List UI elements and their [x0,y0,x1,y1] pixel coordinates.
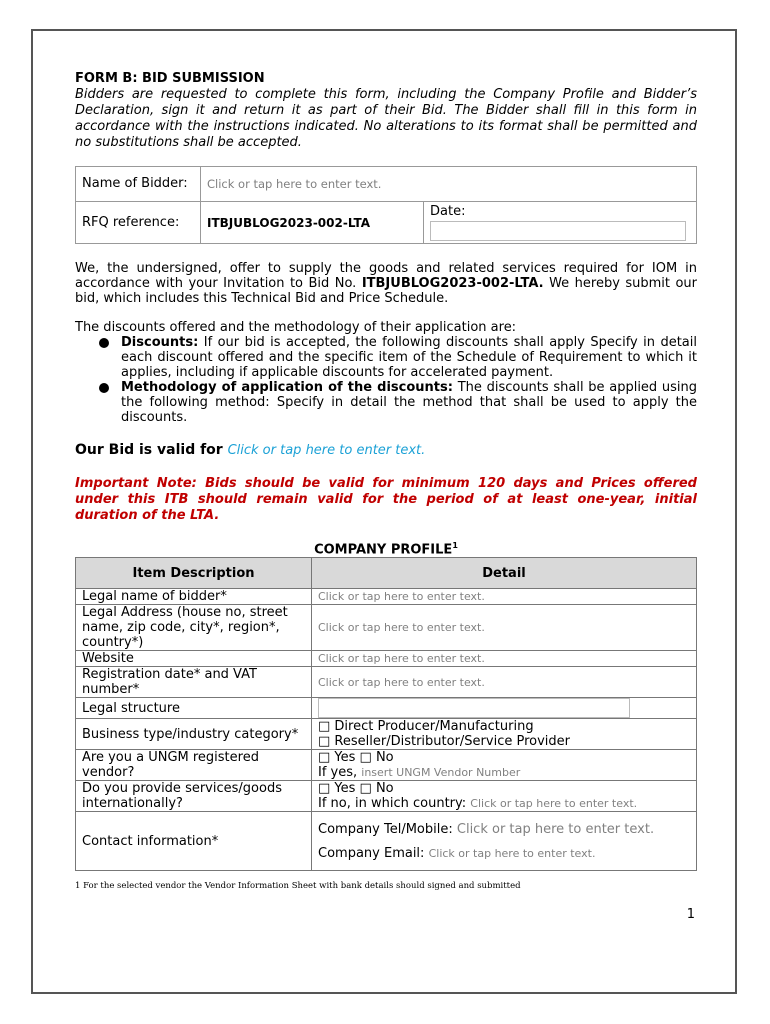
date-label: Date: [430,204,466,219]
bullet-icon [99,338,109,348]
legal-structure-cell [312,698,697,719]
document-page [31,29,737,994]
table-row: Do you provide services/goods internationally? □ Yes □ No If no, in which country: Click or tap here to enter text. [76,781,697,812]
rfq-value: ITBJUBLOG2023-002-LTA [201,202,424,244]
legal-name-field[interactable]: Click or tap here to enter text. [312,589,697,605]
contact-cell: Company Tel/Mobile: Click or tap here to enter text. Company Email: Click or tap here to enter text. [312,812,697,871]
website-field[interactable]: Click or tap here to enter text. [312,651,697,667]
legal-address-field[interactable]: Click or tap here to enter text. [312,605,697,651]
company-profile-title: COMPANY PROFILE$^1$ [314,541,458,558]
business-type-cell [312,719,697,750]
international-cell: □ Yes □ No If no, in which country: Click or tap here to enter text. [312,781,697,812]
company-profile-table [75,557,697,871]
table-row: Contact information* Company Tel/Mobile: Click or tap here to enter text. Company Email: Click or tap here to enter text. [76,812,697,871]
bidder-name-field[interactable]: Click or tap here to enter text. [201,167,697,202]
rfq-label: RFQ reference: [76,202,201,244]
tel-field[interactable]: Click or tap here to enter text. [456,821,655,837]
discounts-intro: The discounts offered and the methodology of their application are: [75,320,517,335]
important-note: Important Note: Bids should be valid for minimum 120 days and Prices offered under this ITB should remain valid for the period of at least one-year, initial duration of the LTA. [75,476,697,523]
legal-structure-dropdown[interactable] [318,698,630,718]
ungm-cell: □ Yes □ No If yes, insert UNGM Vendor Number [312,750,697,781]
table-row: Legal structure [76,698,697,719]
bullet-icon [99,383,109,393]
date-cell [424,202,697,244]
header-item-description: Item Description [76,558,312,589]
page-content [75,71,697,891]
bidder-table [75,166,697,244]
validity-field[interactable]: Click or tap here to enter text. [227,443,426,458]
page-number: 1 [686,907,695,922]
table-row: Website Click or tap here to enter text. [76,651,697,667]
form-title: FORM B: BID SUBMISSION [75,71,265,86]
list-item: Methodology of application of the discounts: The discounts shall be applied using the following method: Specify in detail the method that shall be used to apply the discounts. [99,380,697,425]
list-item: Discounts: If our bid is accepted, the following discounts shall apply Specify in detail each discount offered and the specific item of the Schedule of Requirement to which it applies, including if applicable discounts for accelerated payment. [99,335,697,380]
ungm-yes-no[interactable]: □ Yes □ No [318,750,394,766]
header-detail: Detail [312,558,697,589]
table-row: Registration date* and VAT number* Click or tap here to enter text. [76,667,697,698]
table-row: Legal name of bidder* Click or tap here to enter text. [76,589,697,605]
offer-ref: ITBJUBLOG2023-002-LTA. [361,276,544,291]
registration-field[interactable]: Click or tap here to enter text. [312,667,697,698]
business-option-reseller[interactable]: □ Reseller/Distributor/Service Provider [318,734,570,750]
email-field[interactable]: Click or tap here to enter text. [428,846,596,860]
ungm-number-field[interactable]: insert UNGM Vendor Number [361,766,521,780]
footnote: 1 For the selected vendor the Vendor Information Sheet with bank details should signed and submitted [75,881,521,892]
international-yes-no[interactable]: □ Yes □ No [318,781,394,797]
table-row: Are you a UNGM registered vendor? □ Yes □ No If yes, insert UNGM Vendor Number [76,750,697,781]
country-field[interactable]: Click or tap here to enter text. [470,797,638,811]
offer-paragraph: We, the undersigned, offer to supply the goods and related services required for IOM in accordance with your Invitation to Bid No. ITBJUBLOG2023-002-LTA. We hereby submit our bid, which includes this Technical Bid and Price Schedule. [75,261,698,306]
table-row: Legal Address (house no, street name, zip code, city*, region*, country*) Click or tap here to enter text. [76,605,697,651]
bid-validity: Our Bid is valid for Click or tap here to enter text. [75,442,426,458]
form-intro: Bidders are requested to complete this form, including the Company Profile and Bidder’s Declaration, sign it and return it as part of their Bid. The Bidder shall fill in this form in accordance with the instructions indicated. No alterations to its format shall be permitted and no substitutions shall be accepted. [75,87,697,150]
discounts-list [75,335,697,425]
business-option-producer[interactable]: □ Direct Producer/Manufacturing [318,719,534,735]
table-row: Business type/industry category* □ Direct Producer/Manufacturing □ Reseller/Distributor/Service Provider [76,719,697,750]
date-field[interactable] [430,221,686,241]
bidder-name-label: Name of Bidder: [76,167,201,202]
